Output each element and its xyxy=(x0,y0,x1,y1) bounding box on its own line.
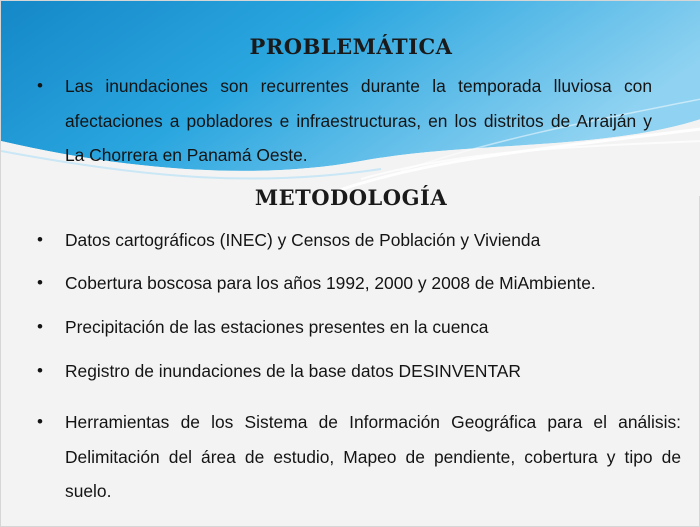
metodologia-bullet: • Cobertura boscosa para los años 1992, 2000 y 2008 de MiAmbiente. xyxy=(37,272,652,294)
metodologia-title: METODOLOGÍA xyxy=(254,185,448,210)
problematica-bullet: • Las inundaciones son recurrentes durante la temporada lluviosa con afectaciones a pobladores e infraestructuras, en los distritos de Arraiján y La Chorrera en Panamá Oeste. xyxy=(37,69,652,173)
metodologia-bullet: • Precipitación de las estaciones presentes en la cuenca xyxy=(37,316,652,338)
metodologia-bullet: • Datos cartográficos (INEC) y Censos de Población y Vivienda xyxy=(37,229,652,251)
metodologia-bullet: • Registro de inundaciones de la base datos DESINVENTAR xyxy=(37,360,652,382)
problematica-title: PROBLEMÁTICA xyxy=(249,34,453,59)
metodologia-bullet: • Herramientas de los Sistema de Información Geográfica para el análisis: Delimitación del área de estudio, Mapeo de pendiente, cobertura y tipo de suelo. xyxy=(37,405,681,509)
